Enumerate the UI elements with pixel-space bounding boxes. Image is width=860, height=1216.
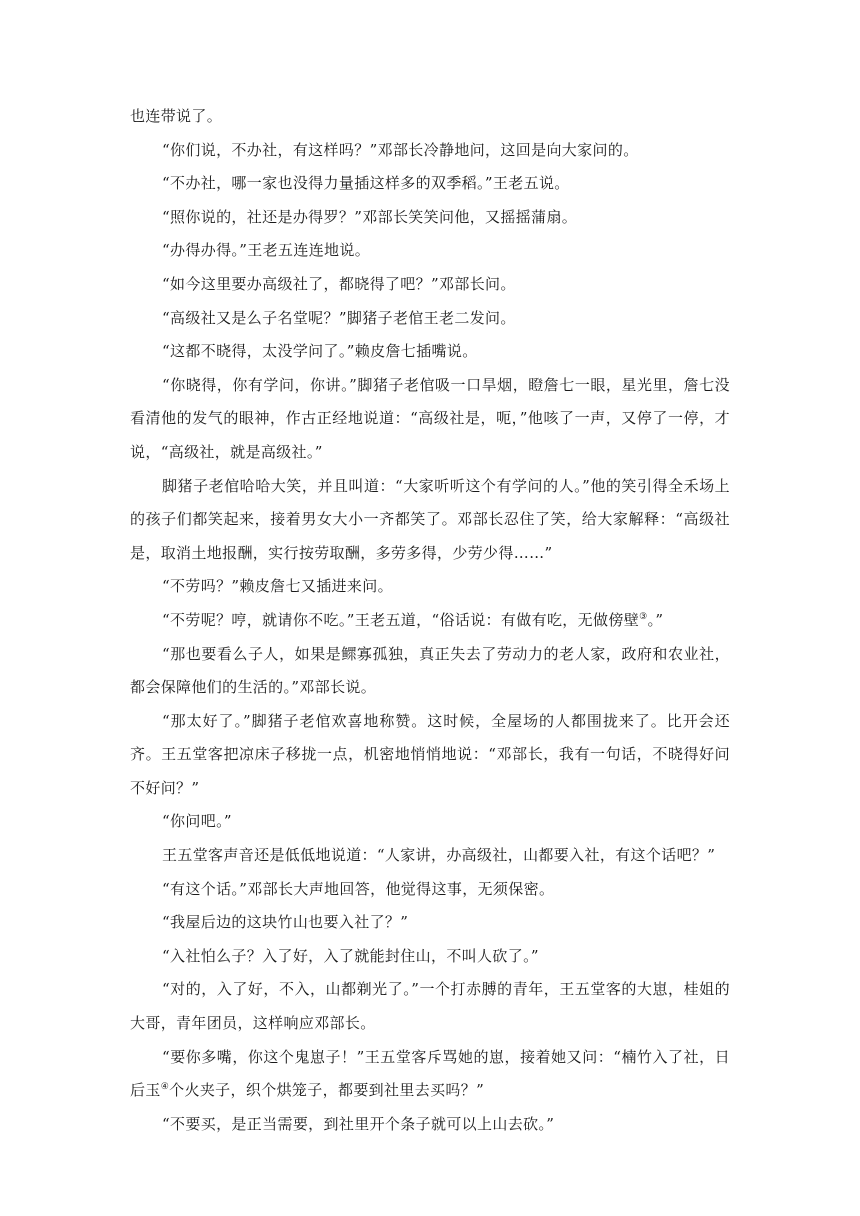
paragraph-text: “不劳呢？哼，就请你不吃。”王老五道，“俗话说：有做有吃，无做傍壁 <box>162 610 640 629</box>
paragraph-with-footnote <box>130 1041 730 1108</box>
paragraph: “办得办得。”王老五连连地说。 <box>162 241 371 260</box>
paragraph-with-footnote <box>130 604 730 638</box>
paragraph: “你问吧。” <box>162 812 232 831</box>
paragraph-text-tail: 个火夹子，织个烘笼子，都要到社里去买吗？” <box>169 1081 485 1100</box>
paragraph: “不劳吗？”赖皮詹七又插进来问。 <box>162 577 393 596</box>
paragraph: “如今这里要办高级社了，都晓得了吧？”邓部长问。 <box>162 274 516 293</box>
paragraph: “照你说的，社还是办得罗？”邓部长笑笑问他，又摇摇蒲扇。 <box>162 207 578 226</box>
paragraph: “这都不晓得，太没学问了。”赖皮詹七插嘴说。 <box>162 342 478 361</box>
paragraph: “那太好了。”脚猪子老倌欢喜地称赞。这时候，全屋场的人都围拢来了。比开会还齐。王五堂客把凉床子移拢一点，机密地悄悄地说：“邓部长，我有一句话，不晓得好问不好问？” <box>130 711 730 797</box>
footnote-marker: ③ <box>639 611 648 622</box>
paragraph: “你晓得，你有学问，你讲。”脚猪子老倌吸一口旱烟，瞪詹七一眼，星光里，詹七没看清他的发气的眼神，作古正经地说道：“高级社是，呃，”他咳了一声，又停了一停，才说，“高级社，就是高级社。” <box>130 375 730 461</box>
document-page <box>130 100 730 1141</box>
footnote-marker: ④ <box>160 1082 170 1093</box>
paragraph: 脚猪子老倌哈哈大笑，并且叫道：“大家听听这个有学问的人。”他的笑引得全禾场上的孩子们都笑起来，接着男女大小一齐都笑了。邓部长忍住了笑，给大家解释：“高级社是，取消土地报酬，实行按劳取酬，多劳多得，少劳少得……” <box>130 476 730 562</box>
paragraph: “有这个话。”邓部长大声地回答，他觉得这事，无须保密。 <box>162 879 555 898</box>
paragraph: “不办社，哪一家也没得力量插这样多的双季稻。”王老五说。 <box>162 174 570 193</box>
paragraph-text: “要你多嘴，你这个鬼崽子！”王五堂客斥骂她的崽，接着她又问：“楠竹入了社，日后玉 <box>130 1047 730 1100</box>
paragraph: “高级社又是么子名堂呢？”脚猪子老倌王老二发问。 <box>162 308 516 327</box>
paragraph: “对的，入了好，不入，山都剃光了。”一个打赤膊的青年，王五堂客的大崽，桂姐的大哥，青年团员，这样响应邓部长。 <box>130 980 730 1033</box>
paragraph: “不要买，是正当需要，到社里开个条子就可以上山去砍。” <box>162 1114 555 1133</box>
paragraph: “入社怕么子？入了好，入了就能封住山，不叫人砍了。” <box>162 946 539 965</box>
paragraph-text-tail: 。” <box>647 610 664 629</box>
paragraph: 王五堂客声音还是低低地说道：“人家讲，办高级社，山都要入社，有这个话吧？” <box>162 846 716 865</box>
paragraph: 也连带说了。 <box>130 107 223 125</box>
paragraph: “我屋后边的这块竹山也要入社了？” <box>162 913 409 932</box>
paragraph: “你们说，不办社，有这样吗？”邓部长冷静地问，这回是向大家问的。 <box>162 140 639 159</box>
paragraph: “那也要看么子人，如果是鳏寡孤独，真正失去了劳动力的老人家，政府和农业社，都会保障他们的生活的。”邓部长说。 <box>130 644 730 697</box>
